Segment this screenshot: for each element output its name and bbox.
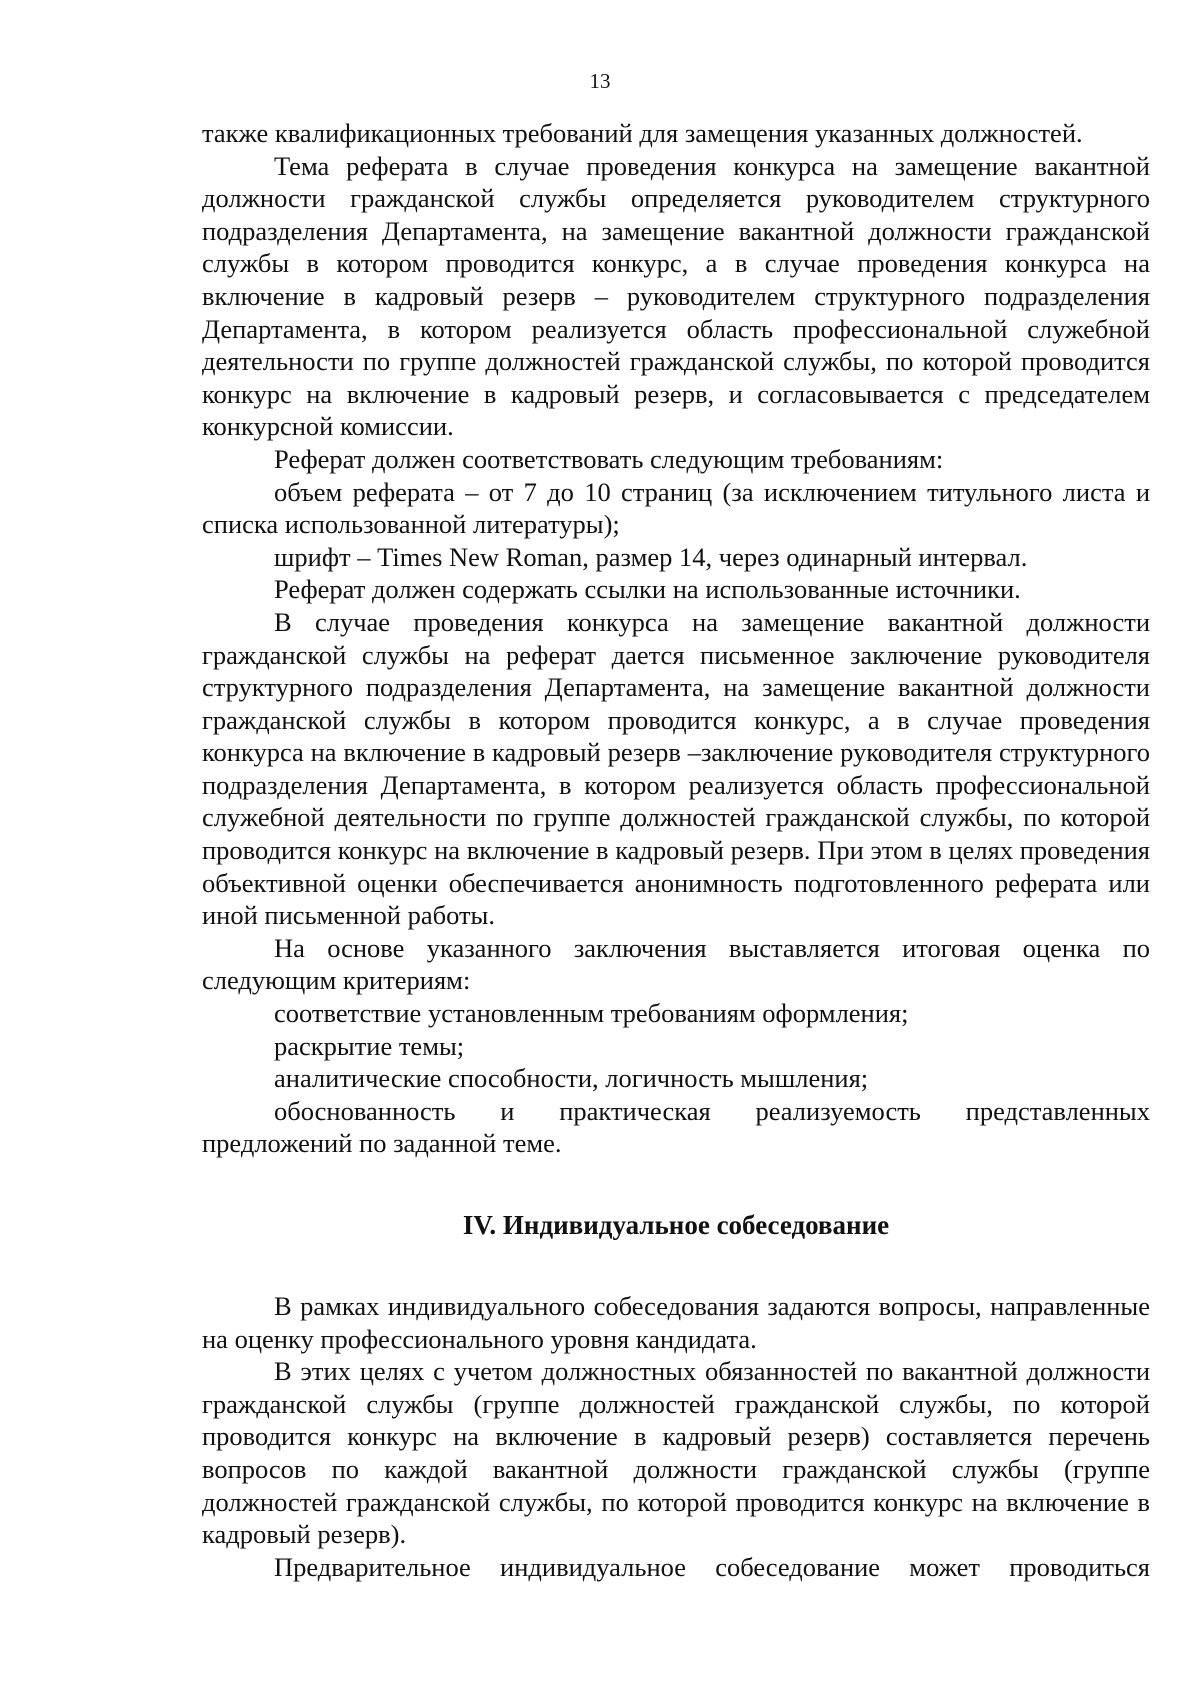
requirement-font: шрифт – Times New Roman, размер 14, через одинарный интервал. bbox=[274, 541, 1028, 572]
paragraph-final-assessment: На основе указанного заключения выставляется итоговая оценка по следующим критериям: bbox=[202, 932, 1150, 996]
paragraph-continuation: также квалификационных требований для замещения указанных должностей. bbox=[202, 118, 1083, 148]
paragraph-essay-requirements: Реферат должен соответствовать следующим требованиям: bbox=[274, 443, 944, 474]
criterion-formatting: соответствие установленным требованиям оформления; bbox=[274, 998, 909, 1029]
paragraph-question-list: В этих целях с учетом должностных обязанностей по вакантной должности гражданской службы (группе должностей гражданской службы, по которой проводится конкурс на включение в кадровый резерв) составляется перечень вопросов по каждой вакантной должности гражданской службы (группе должностей гражданской службы, по которой проводится конкурс на включение в кадровый резерв). bbox=[202, 1356, 1150, 1550]
criterion-topic-coverage: раскрытие темы; bbox=[274, 1030, 465, 1061]
criterion-analytical-skills: аналитические способности, логичность мышления; bbox=[274, 1063, 869, 1094]
section-heading: IV. Индивидуальное собеседование bbox=[462, 1210, 890, 1240]
requirement-references: Реферат должен содержать ссылки на использованные источники. bbox=[274, 574, 1021, 605]
page-number: 13 bbox=[589, 69, 611, 93]
paragraph-written-conclusion: В случае проведения конкурса на замещение вакантной должности гражданской службы на реферат дается письменное заключение руководителя структурного подразделения Департамента, на замещение вакантной должности гражданской службы в котором проводится конкурс, а в случае проведения конкурса на включение в кадровый резерв –заключение руководителя структурного подразделения Департамента, в котором реализуется область профессиональной служебной деятельности по группе должностей гражданской службы, по которой проводится конкурс на включение в кадровый резерв. При этом в целях проведения объективной оценки обеспечивается анонимность подготовленного реферата или иной письменной работы. bbox=[202, 606, 1150, 931]
paragraph-interview-questions: В рамках индивидуального собеседования задаются вопросы, направленные на оценку профессионального уровня кандидата. bbox=[202, 1291, 1150, 1354]
paragraph-essay-topic: Тема реферата в случае проведения конкурса на замещение вакантной должности гражданской службы определяется руководителем структурного подразделения Департамента, на замещение вакантной должности гражданской службы в котором проводится конкурс, а в случае проведения конкурса на включение в кадровый резерв – руководителем структурного подразделения Департамента, в котором реализуется область профессиональной служебной деятельности по группе должностей гражданской службы, по которой проводится конкурс на включение в кадровый резерв, и согласовывается с председателем конкурсной комиссии. bbox=[202, 150, 1150, 442]
criterion-feasibility: обоснованность и практическая реализуемость представленных предложений по заданной теме. bbox=[202, 1095, 1150, 1159]
paragraph-preliminary-interview: Предварительное индивидуальное собеседование может проводиться bbox=[274, 1551, 1150, 1582]
document-body bbox=[202, 117, 1150, 1583]
requirement-volume: объем реферата – от 7 до 10 страниц (за исключением титульного листа и списка использованной литературы); bbox=[202, 476, 1150, 540]
